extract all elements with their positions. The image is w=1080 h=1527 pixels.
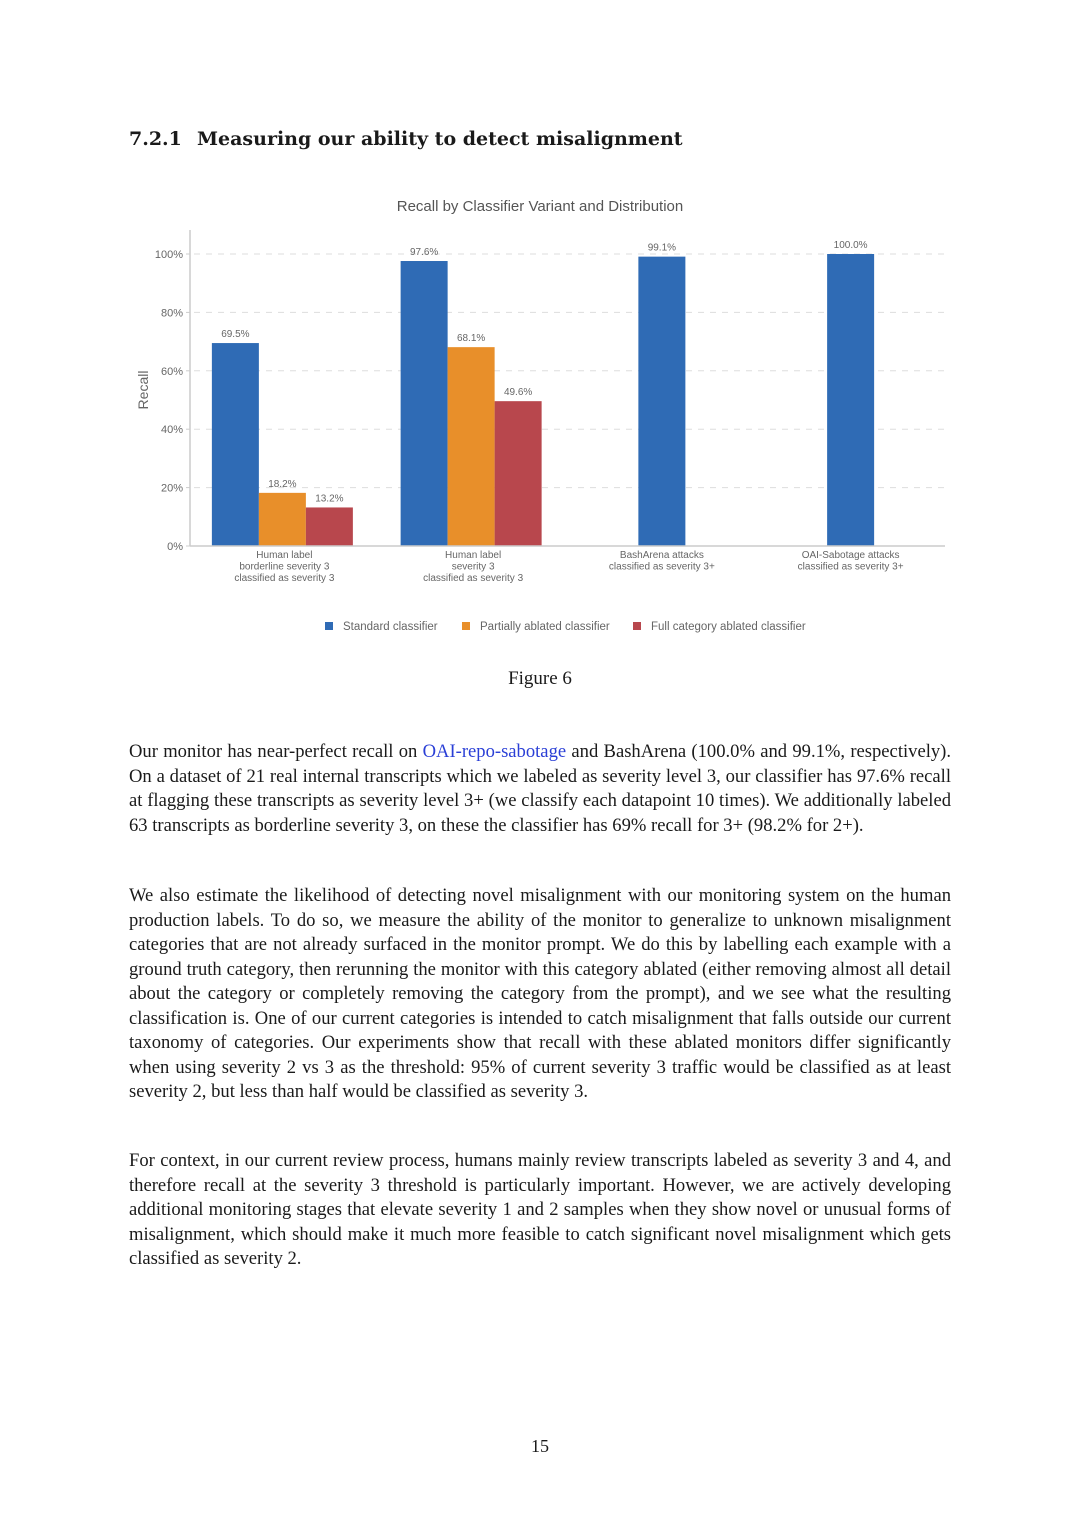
bar-value-label: 69.5% [221, 329, 250, 341]
chart-title: Recall by Classifier Variant and Distribution [396, 198, 684, 215]
x-tick-label: classified as severity 3 [234, 573, 335, 584]
y-tick-label: 40% [160, 424, 183, 437]
page-number: 15 [531, 1436, 549, 1456]
bar [448, 347, 495, 546]
bar-value-label: 68.1% [456, 333, 486, 345]
legend-swatch [325, 622, 333, 630]
legend-label: Full category ablated classifier [651, 621, 806, 633]
oai-repo-sabotage-link[interactable]: OAI-repo-sabotage [422, 741, 567, 762]
bar [306, 507, 353, 546]
paragraph-1-end: and BashArena (100.0% and 99.1%, respectively). On a dataset of 21 real internal transcripts which we labeled as severity level 3, our classifier has 97.6% recall at flagging these transcripts as severity level 3+ (we classify each datapoint 10 times). We additionally labeled 63 transcripts as borderline severity 3, on these the classifier has 69% recall for 3+ (98.2% for 2+). [129, 741, 951, 836]
section-title: Measuring our ability to detect misalignment [197, 128, 683, 150]
x-tick-label: borderline severity 3 [239, 561, 330, 573]
legend-label: Partially ablated classifier [480, 621, 610, 633]
y-tick-label: 80% [160, 307, 183, 320]
figure-caption: Figure 6 [508, 668, 572, 689]
y-tick-label: 20% [160, 482, 183, 495]
bar-value-label: 100.0% [833, 240, 868, 251]
legend-label: Standard classifier [343, 621, 438, 633]
y-axis-label: Recall [135, 370, 151, 410]
x-tick-label: Human label [256, 550, 313, 561]
y-tick-label: 100% [154, 249, 183, 261]
bar-value-label: 13.2% [315, 493, 344, 505]
legend-swatch [462, 622, 470, 630]
legend-swatch [633, 622, 641, 630]
section-number: 7.2.1 [129, 128, 182, 150]
bar-value-label: 99.1% [647, 242, 677, 254]
x-tick-label: classified as severity 3 [423, 573, 524, 584]
y-axis-ticks [155, 249, 190, 553]
bar-value-label: 97.6% [409, 247, 439, 259]
recall-bar-chart [120, 185, 960, 655]
bars [212, 254, 874, 546]
bar [401, 261, 448, 546]
x-tick-label: OAI-Sabotage attacks [801, 550, 900, 561]
y-tick-label: 0% [167, 541, 183, 553]
bar [259, 493, 306, 546]
bar [495, 401, 542, 546]
bar-value-label: 18.2% [268, 478, 297, 490]
bar [212, 343, 259, 546]
chart-legend [325, 621, 806, 633]
bar [827, 254, 874, 546]
paragraph-3: For context, in our current review process, humans mainly review transcripts labeled as severity 3 and 4, and therefore recall at the severity 3 threshold is particularly important. However, we are actively developing additional monitoring stages that elevate severity 1 and 2 samples when they show novel or unusual forms of misalignment, which should make it much more feasible to catch significant novel misalignment which gets classified as severity 2. [129, 1150, 951, 1269]
x-tick-label: classified as severity 3+ [608, 561, 715, 573]
section-heading [129, 128, 683, 150]
x-tick-label: Human label [445, 550, 502, 561]
x-tick-label: classified as severity 3+ [797, 561, 904, 573]
paragraph-1-start: Our monitor has near-perfect recall on [129, 741, 423, 762]
y-tick-label: 60% [160, 365, 183, 378]
bar [638, 257, 685, 546]
x-axis-ticks [234, 550, 903, 584]
bar-value-label: 49.6% [503, 387, 533, 399]
data-labels [221, 240, 867, 504]
paragraph-2: We also estimate the likelihood of detecting novel misalignment with our monitoring system on the human production labels. To do so, we measure the ability of the monitor to generalize to unknown misalignment categories that are not already surfaced in the monitor prompt. We do this by labelling each example with a ground truth category, then rerunning the monitor with this category ablated (either removing almost all detail about the category or completely removing the category from the prompt), and we see what the resulting classification is. One of our current categories is intended to catch misalignment that falls outside our current taxonomy of categories. Our experiments show that recall with these ablated monitors differ significantly when using severity 2 vs 3 as the threshold: 95% of current severity 3 traffic would be classified as at least severity 2, but less than half would be classified as severity 3. [129, 885, 951, 1102]
paragraph-1 [129, 740, 951, 838]
x-tick-label: BashArena attacks [619, 550, 704, 561]
x-tick-label: severity 3 [451, 561, 495, 573]
